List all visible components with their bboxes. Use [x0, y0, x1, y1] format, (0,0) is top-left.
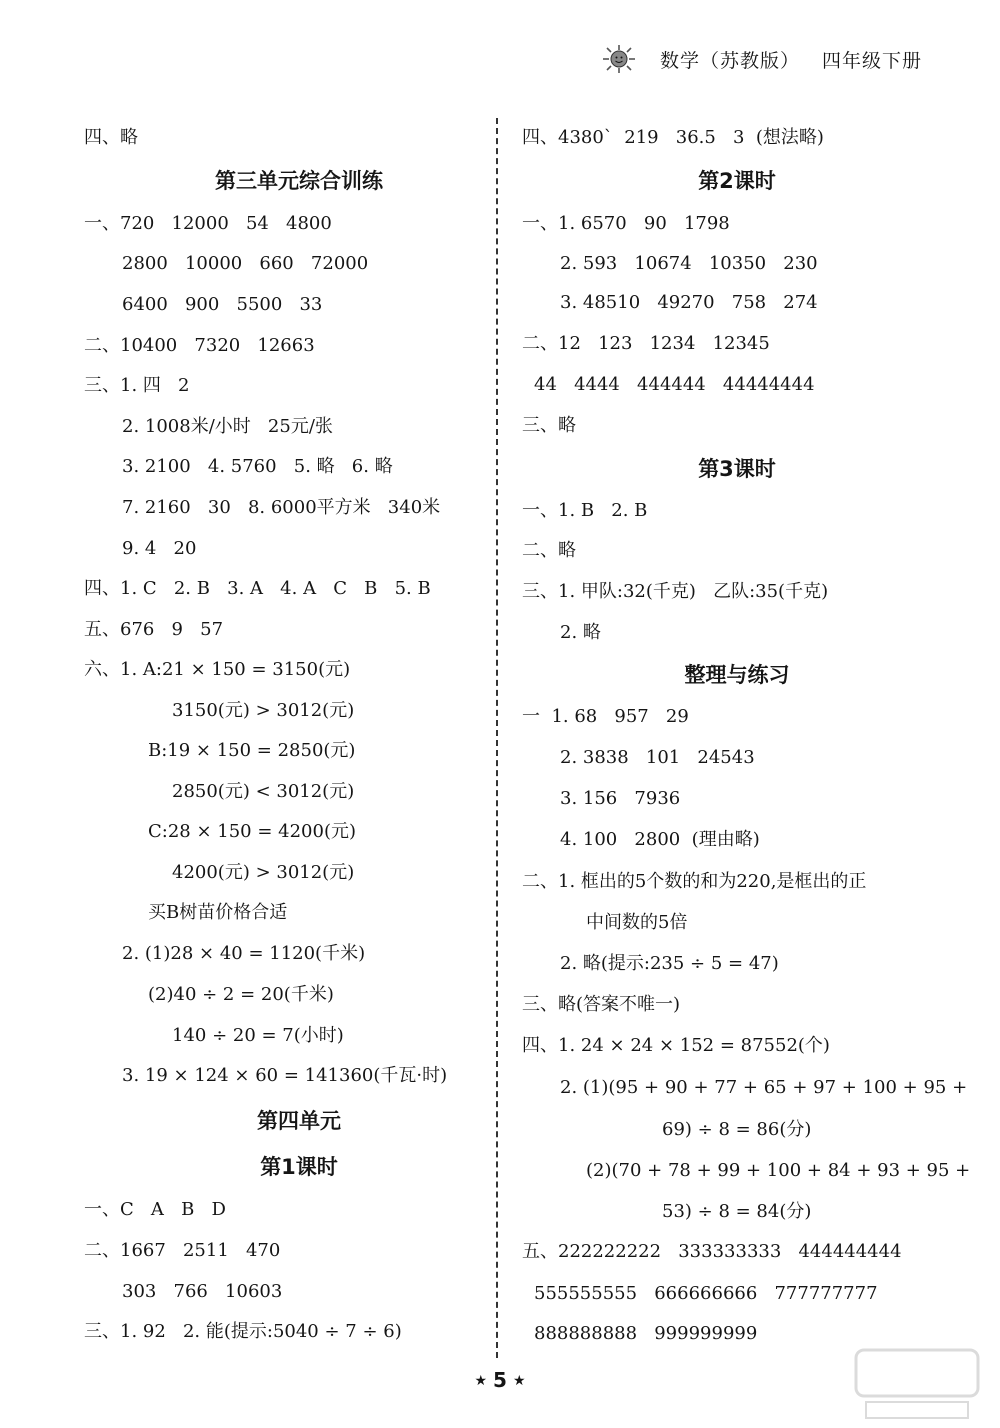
answer-line: 2. 3838 101 24543	[560, 747, 755, 768]
answer-line: 一、1. 6570 90 1798	[522, 213, 730, 234]
answer-line: 二、12 123 1234 12345	[522, 333, 770, 354]
answer-line: 二、1667 2511 470	[84, 1240, 281, 1261]
answer-line: 2800 10000 660 72000	[122, 253, 369, 274]
section-heading: 第1课时	[260, 1155, 338, 1179]
answer-line: 555555555 666666666 777777777	[534, 1283, 878, 1304]
answer-line: 4200(元) > 3012(元)	[172, 862, 355, 883]
answer-line: 69) ÷ 8 = 86(分)	[662, 1119, 812, 1140]
answer-line: 一、1. B 2. B	[522, 500, 648, 521]
answer-line: 2. 1008米/小时 25元/张	[122, 416, 333, 437]
answer-line: 3150(元) > 3012(元)	[172, 700, 355, 721]
star-icon: ★	[512, 1373, 526, 1389]
answer-line: 四、4380` 219 36.5 3 (想法略)	[522, 127, 824, 148]
sun-logo-icon	[600, 44, 638, 74]
answer-line: 9. 4 20	[122, 538, 197, 559]
answer-line: 140 ÷ 20 = 7(小时)	[172, 1025, 344, 1046]
answer-line: B:19 × 150 = 2850(元)	[148, 740, 356, 761]
answer-line: (2)40 ÷ 2 = 20(千米)	[148, 984, 334, 1005]
page-footer	[0, 1368, 1000, 1392]
answer-line: 一 1. 68 957 29	[522, 706, 689, 727]
section-heading: 第三单元综合训练	[215, 169, 383, 193]
section-heading: 第四单元	[257, 1109, 341, 1133]
watermark-logo-icon	[852, 1344, 982, 1422]
book-title: 数学（苏教版）	[659, 49, 800, 72]
answer-line: 3. 156 7936	[560, 788, 681, 809]
answer-line: C:28 × 150 = 4200(元)	[148, 821, 357, 842]
section-heading: 第2课时	[698, 169, 776, 193]
answer-line: 44 4444 444444 44444444	[534, 374, 815, 395]
grade-label: 四年级下册	[821, 49, 922, 72]
answer-line: 一、720 12000 54 4800	[84, 213, 332, 234]
answer-line: 303 766 10603	[122, 1281, 283, 1302]
answer-line: 买B树苗价格合适	[148, 902, 288, 923]
answer-line: 二、略	[522, 540, 576, 561]
answer-line: 2. (1)28 × 40 = 1120(千米)	[122, 943, 366, 964]
answer-line: 3. 48510 49270 758 274	[560, 292, 818, 313]
answer-line: 2. 略(提示:235 ÷ 5 = 47)	[560, 953, 779, 974]
page-header	[600, 44, 922, 74]
answer-line: 四、1. C 2. B 3. A 4. A C B 5. B	[84, 578, 431, 599]
answer-line: 四、1. 24 × 24 × 152 = 87552(个)	[522, 1035, 830, 1056]
answer-line: 五、676 9 57	[84, 619, 224, 640]
answer-line: 2. (1)(95 + 90 + 77 + 65 + 97 + 100 + 95 +	[560, 1077, 968, 1098]
answer-line: 6400 900 5500 33	[122, 294, 323, 315]
answer-line: 3. 2100 4. 5760 5. 略 6. 略	[122, 456, 393, 477]
answer-line: 3. 19 × 124 × 60 = 141360(千瓦·时)	[122, 1065, 448, 1086]
answer-line: 四、略	[84, 127, 138, 148]
page-number: 5	[493, 1368, 507, 1392]
answer-line: 五、222222222 333333333 444444444	[522, 1241, 902, 1262]
answer-line: 三、略	[522, 415, 576, 436]
answer-line: 2. 略	[560, 622, 601, 643]
answer-line: 2. 593 10674 10350 230	[560, 253, 818, 274]
answer-line: 三、1. 四 2	[84, 375, 190, 396]
answer-line: 三、1. 92 2. 能(提示:5040 ÷ 7 ÷ 6)	[84, 1321, 402, 1342]
answer-line: 二、10400 7320 12663	[84, 335, 315, 356]
answer-line: 三、1. 甲队:32(千克) 乙队:35(千克)	[522, 581, 829, 602]
answer-line: 2850(元) < 3012(元)	[172, 781, 355, 802]
answer-line: 二、1. 框出的5个数的和为220,是框出的正	[522, 871, 867, 892]
answer-line: 六、1. A:21 × 150 = 3150(元)	[84, 659, 351, 680]
section-heading: 第3课时	[698, 457, 776, 481]
answer-line: 7. 2160 30 8. 6000平方米 340米	[122, 497, 441, 518]
answer-line: 53) ÷ 8 = 84(分)	[662, 1201, 812, 1222]
answer-line: 三、略(答案不唯一)	[522, 994, 681, 1015]
star-icon: ★	[474, 1373, 488, 1389]
answer-line: (2)(70 + 78 + 99 + 100 + 84 + 93 + 95 +	[586, 1160, 971, 1181]
section-heading: 整理与练习	[684, 663, 790, 687]
answer-line: 中间数的5倍	[586, 912, 688, 933]
answer-line: 4. 100 2800 (理由略)	[560, 829, 760, 850]
answer-line: 888888888 999999999	[534, 1323, 758, 1344]
answer-line: 一、C A B D	[84, 1199, 226, 1220]
column-divider	[496, 118, 498, 1358]
